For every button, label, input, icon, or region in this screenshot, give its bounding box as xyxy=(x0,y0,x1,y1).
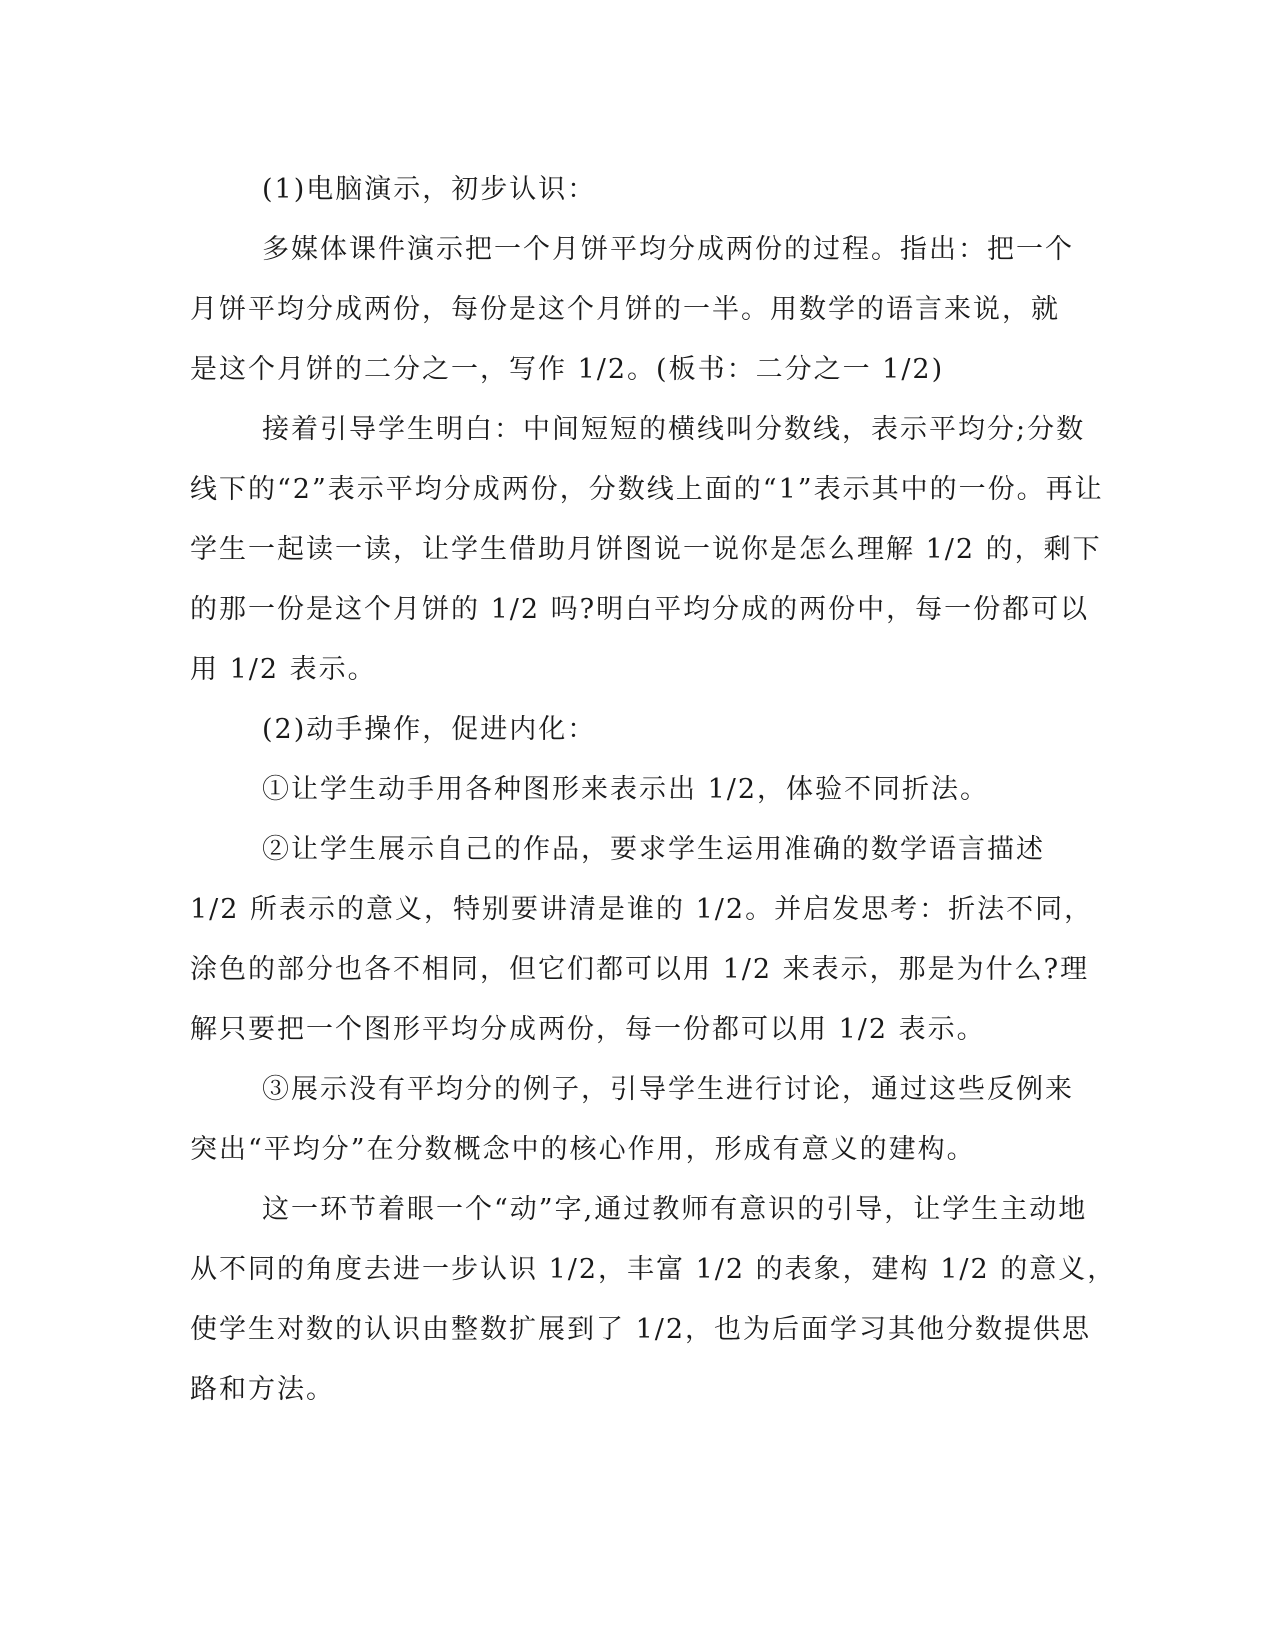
paragraph-line: 突出“平均分”在分数概念中的核心作用，形成有意义的建构。 xyxy=(190,1134,976,1165)
section-heading-2: (2)动手操作，促进内化： xyxy=(262,714,597,745)
paragraph-line: 解只要把一个图形平均分成两份，每一份都可以用 1/2 表示。 xyxy=(190,1014,986,1045)
paragraph-line: 1/2 所表示的意义，特别要讲清是谁的 1/2。并启发思考：折法不同， xyxy=(190,894,1094,925)
paragraph-line: 线下的“2”表示平均分成两份，分数线上面的“1”表示其中的一份。再让 xyxy=(190,474,1104,505)
paragraph-line: 是这个月饼的二分之一，写作 1/2。(板书：二分之一 1/2) xyxy=(190,354,945,385)
document-body xyxy=(190,160,1117,1420)
list-item: ②让学生展示自己的作品，要求学生运用准确的数学语言描述 xyxy=(262,834,1045,865)
paragraph-line: 月饼平均分成两份，每份是这个月饼的一半。用数学的语言来说，就 xyxy=(190,294,1060,325)
paragraph-line: 涂色的部分也各不相同，但它们都可以用 1/2 来表示，那是为什么?理 xyxy=(190,954,1090,985)
list-item: ①让学生动手用各种图形来表示出 1/2，体验不同折法。 xyxy=(262,774,990,805)
section-heading-1: (1)电脑演示，初步认识： xyxy=(262,174,597,205)
paragraph-line: 的那一份是这个月饼的 1/2 吗?明白平均分成的两份中，每一份都可以 xyxy=(190,594,1090,625)
paragraph-line: 学生一起读一读，让学生借助月饼图说一说你是怎么理解 1/2 的，剩下 xyxy=(190,534,1102,565)
paragraph-line: 路和方法。 xyxy=(190,1374,335,1405)
paragraph-line: 使学生对数的认识由整数扩展到了 1/2，也为后面学习其他分数提供思 xyxy=(190,1314,1092,1345)
paragraph-line: 多媒体课件演示把一个月饼平均分成两份的过程。指出：把一个 xyxy=(262,234,1074,265)
list-item: ③展示没有平均分的例子，引导学生进行讨论，通过这些反例来 xyxy=(262,1074,1074,1105)
paragraph-line: 从不同的角度去进一步认识 1/2，丰富 1/2 的表象，建构 1/2 的意义， xyxy=(190,1254,1117,1285)
paragraph-line: 用 1/2 表示。 xyxy=(190,654,377,685)
paragraph-line: 接着引导学生明白：中间短短的横线叫分数线，表示平均分;分数 xyxy=(262,414,1086,445)
paragraph-line: 这一环节着眼一个“动”字,通过教师有意识的引导，让学生主动地 xyxy=(262,1194,1088,1225)
